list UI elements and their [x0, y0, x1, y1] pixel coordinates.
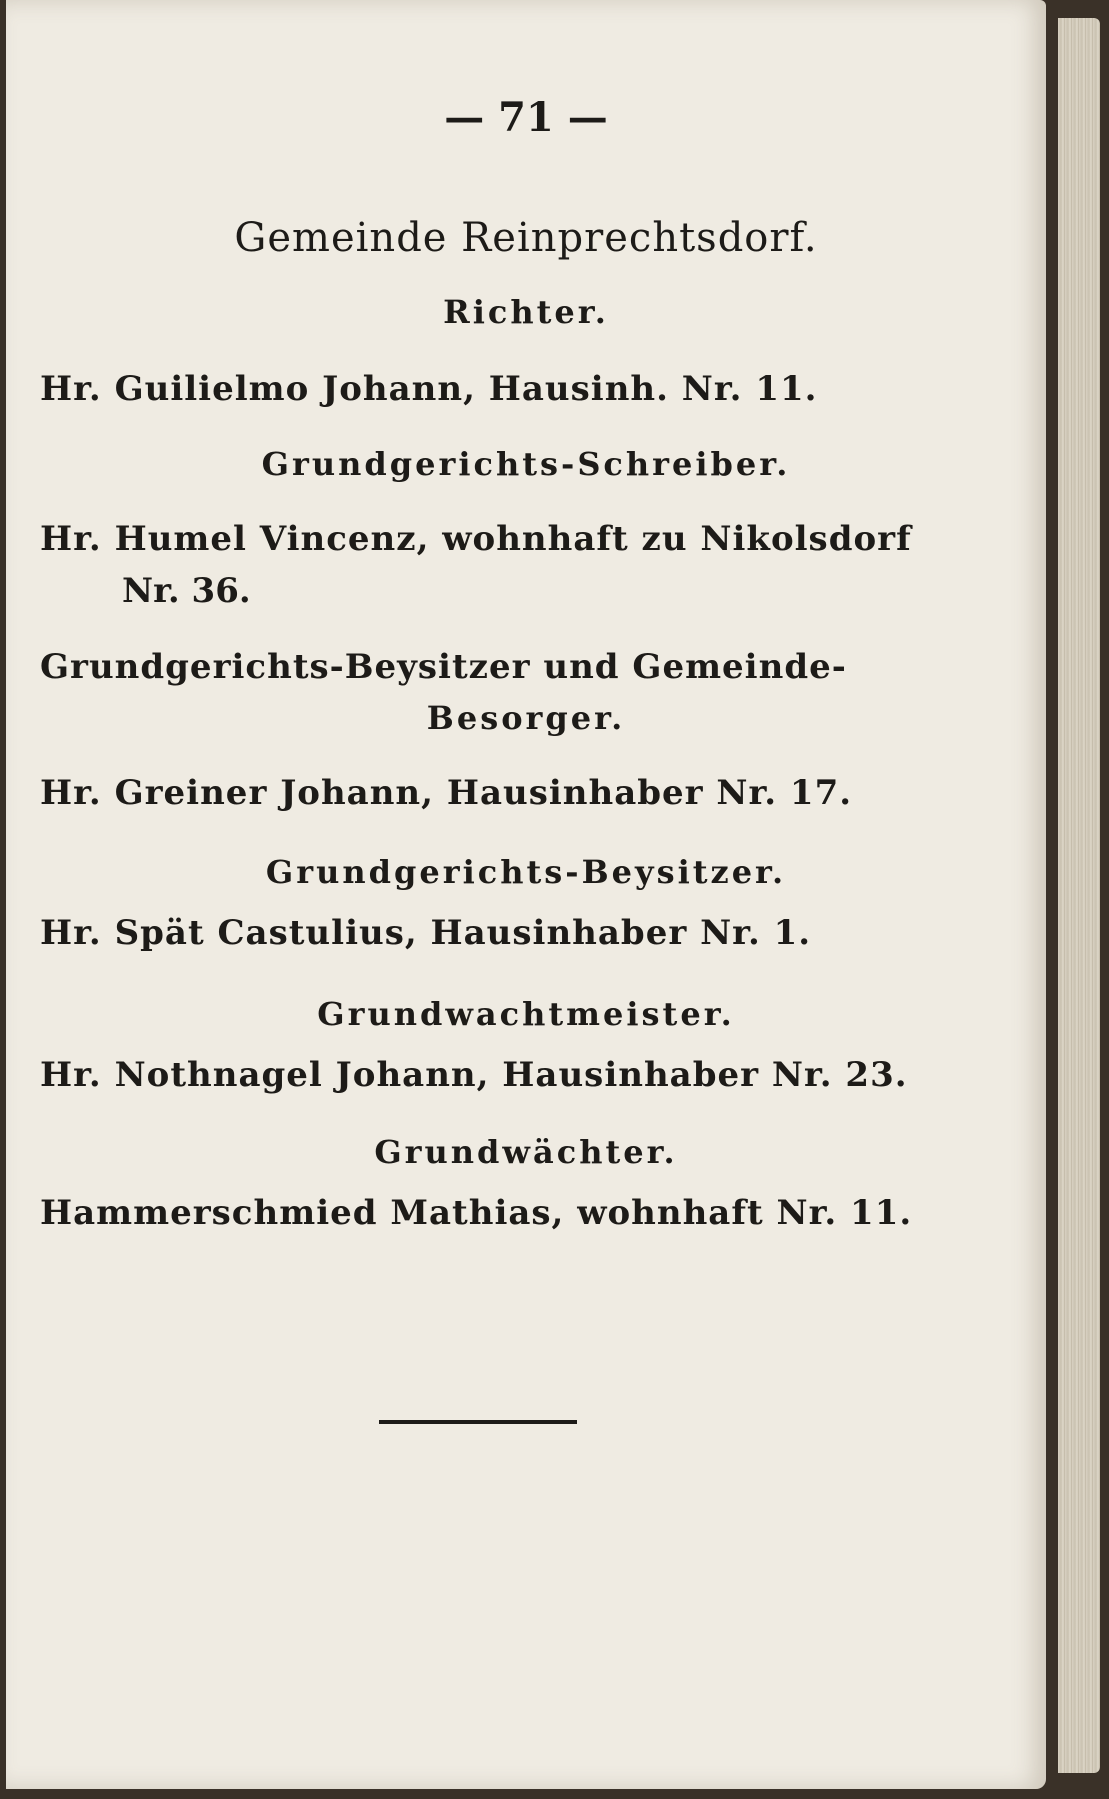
entry-schreiber-continued: Nr. 36. — [122, 571, 251, 611]
page-number: — 71 — — [444, 94, 608, 141]
divider-rule — [379, 1420, 577, 1424]
entry-grundwachtmeister: Hr. Nothnagel Johann, Hausinhaber Nr. 23. — [40, 1055, 908, 1095]
entry-richter: Hr. Guilielmo Johann, Hausinh. Nr. 11. — [40, 369, 818, 409]
entry-beysitzer-besorger: Hr. Greiner Johann, Hausinhaber Nr. 17. — [40, 773, 853, 813]
section-heading-schreiber: Grundgerichts-Schreiber. — [261, 445, 791, 483]
entry-schreiber: Hr. Humel Vincenz, wohnhaft zu Nikolsdorf — [40, 519, 912, 559]
section-heading-richter: Richter. — [443, 293, 609, 331]
page-title: Gemeinde Reinprechtsdorf. — [234, 215, 818, 261]
entry-grundwaechter: Hammerschmied Mathias, wohnhaft Nr. 11. — [40, 1193, 913, 1233]
section-heading-beysitzer-besorger: Grundgerichts-Beysitzer und Gemeinde- — [40, 647, 847, 687]
section-heading-grundwaechter: Grundwächter. — [374, 1133, 678, 1171]
section-heading-grundwachtmeister: Grundwachtmeister. — [317, 995, 735, 1033]
section-heading-beysitzer: Grundgerichts-Beysitzer. — [265, 853, 787, 891]
page-edges — [1058, 18, 1100, 1773]
entry-beysitzer: Hr. Spät Castulius, Hausinhaber Nr. 1. — [40, 913, 812, 953]
page — [6, 0, 1046, 1789]
section-heading-beysitzer-besorger-continued: Besorger. — [426, 699, 626, 737]
